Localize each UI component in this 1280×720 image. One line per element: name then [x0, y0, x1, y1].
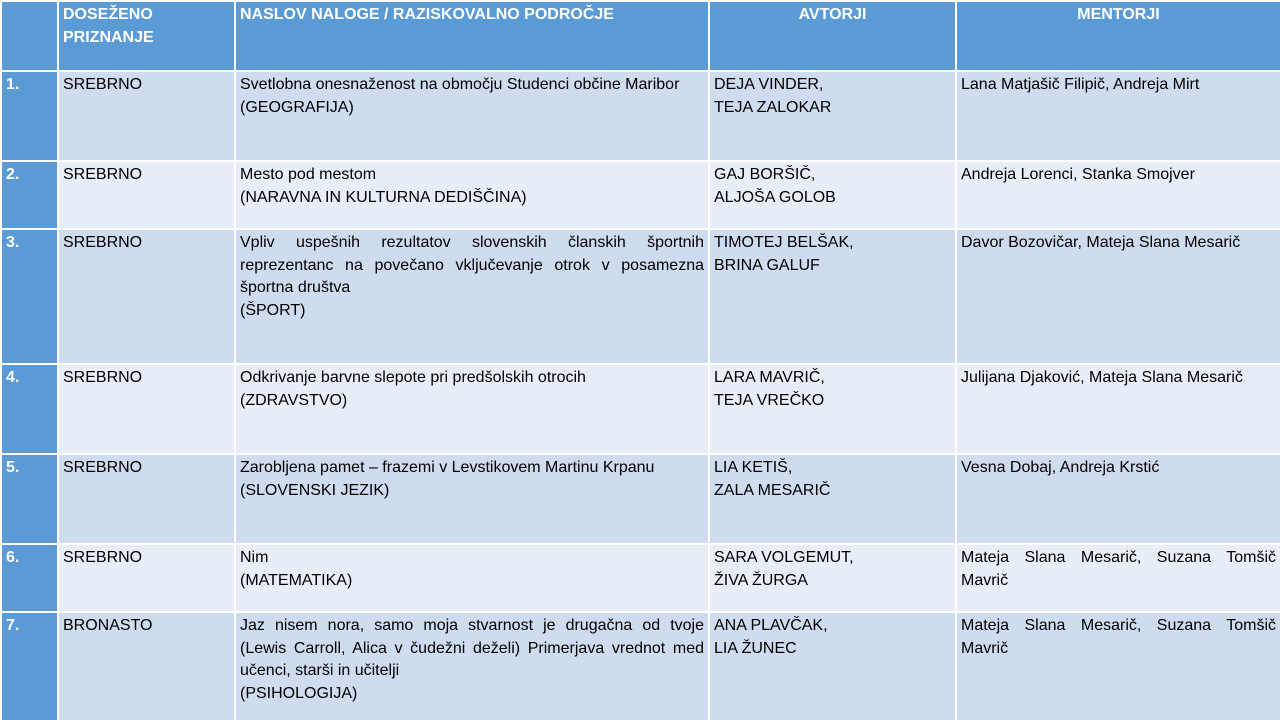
row-number: 6.	[1, 544, 58, 612]
header-row	[1, 1, 1280, 71]
table-row	[1, 71, 1280, 161]
authors-cell	[709, 612, 956, 720]
author-name: ZALA MESARIČ	[714, 481, 831, 499]
award-cell: SREBRNO	[58, 161, 235, 229]
title-cell	[235, 161, 709, 229]
title-cell	[235, 364, 709, 454]
table-row	[1, 454, 1280, 544]
project-title: Jaz nisem nora, samo moja stvarnost je drugačna od tvoje (Lewis Carroll, Alica v čudežni deželi) Primerjava vrednot med učenci, starši in učitelji	[240, 617, 704, 679]
author-name: LARA MAVRIČ,	[714, 369, 825, 386]
row-number: 2.	[1, 161, 58, 229]
research-field: (MATEMATIKA)	[240, 571, 353, 589]
award-cell: SREBRNO	[58, 229, 235, 364]
row-number: 3.	[1, 229, 58, 364]
header-award: DOSEŽENO PRIZNANJE	[58, 1, 235, 71]
author-name: LIA ŽUNEC	[714, 639, 797, 657]
mentors-cell	[956, 161, 1280, 229]
mentor-names: Mateja Slana Mesarič, Suzana Tomšič Mavrič	[961, 617, 1276, 657]
title-cell	[235, 454, 709, 544]
table-row	[1, 544, 1280, 612]
mentors-cell	[956, 229, 1280, 364]
award-cell: BRONASTO	[58, 612, 235, 720]
research-field: (PSIHOLOGIJA)	[240, 684, 358, 702]
award-cell: SREBRNO	[58, 364, 235, 454]
mentors-cell	[956, 544, 1280, 612]
authors-cell	[709, 71, 956, 161]
authors-cell	[709, 229, 956, 364]
author-name: SARA VOLGEMUT,	[714, 549, 854, 566]
mentor-names: Vesna Dobaj, Andreja Krstić	[961, 459, 1160, 476]
research-field: (GEOGRAFIJA)	[240, 98, 354, 116]
author-name: BRINA GALUF	[714, 256, 820, 274]
table-row	[1, 364, 1280, 454]
mentor-names: Mateja Slana Mesarič, Suzana Tomšič Mavrič	[961, 549, 1276, 589]
project-title: Vpliv uspešnih rezultatov slovenskih članskih športnih reprezentanc na povečano vključevanje otrok v posamezna športna društva	[240, 234, 704, 296]
research-field: (ŠPORT)	[240, 301, 306, 319]
author-name: TIMOTEJ BELŠAK,	[714, 234, 854, 251]
mentor-names: Andreja Lorenci, Stanka Smojver	[961, 166, 1195, 183]
table-row	[1, 229, 1280, 364]
row-number: 4.	[1, 364, 58, 454]
table-row	[1, 612, 1280, 720]
project-title: Mesto pod mestom	[240, 166, 377, 183]
mentors-cell	[956, 364, 1280, 454]
table-row	[1, 161, 1280, 229]
research-field: (NARAVNA IN KULTURNA DEDIŠČINA)	[240, 188, 527, 206]
header-title: NASLOV NALOGE / RAZISKOVALNO PODROČJE	[235, 1, 709, 71]
author-name: TEJA ZALOKAR	[714, 98, 832, 116]
mentors-cell	[956, 612, 1280, 720]
title-cell	[235, 71, 709, 161]
author-name: ANA PLAVČAK,	[714, 617, 828, 634]
award-cell: SREBRNO	[58, 71, 235, 161]
project-title: Svetlobna onesnaženost na območju Studenci občine Maribor	[240, 76, 680, 93]
authors-cell	[709, 161, 956, 229]
title-cell	[235, 612, 709, 720]
mentors-cell	[956, 71, 1280, 161]
header-mentors: MENTORJI	[956, 1, 1280, 71]
header-number	[1, 1, 58, 71]
row-number: 5.	[1, 454, 58, 544]
title-cell	[235, 544, 709, 612]
author-name: LIA KETIŠ,	[714, 459, 793, 476]
author-name: ALJOŠA GOLOB	[714, 188, 836, 206]
project-title: Zarobljena pamet – frazemi v Levstikovem Martinu Krpanu	[240, 459, 655, 476]
research-field: (ZDRAVSTVO)	[240, 391, 348, 409]
project-title: Nim	[240, 549, 269, 566]
author-name: ŽIVA ŽURGA	[714, 571, 808, 589]
mentor-names: Lana Matjašič Filipič, Andreja Mirt	[961, 76, 1200, 93]
author-name: DEJA VINDER,	[714, 76, 824, 93]
project-title: Odkrivanje barvne slepote pri predšolskih otrocih	[240, 369, 586, 386]
authors-cell	[709, 544, 956, 612]
author-name: GAJ BORŠIČ,	[714, 166, 816, 183]
research-field: (SLOVENSKI JEZIK)	[240, 481, 390, 499]
authors-cell	[709, 364, 956, 454]
mentor-names: Julijana Djaković, Mateja Slana Mesarič	[961, 369, 1243, 386]
title-cell	[235, 229, 709, 364]
mentor-names: Davor Bozovičar, Mateja Slana Mesarič	[961, 234, 1241, 251]
row-number: 1.	[1, 71, 58, 161]
award-cell: SREBRNO	[58, 454, 235, 544]
mentors-cell	[956, 454, 1280, 544]
author-name: TEJA VREČKO	[714, 391, 825, 409]
header-authors: AVTORJI	[709, 1, 956, 71]
row-number: 7.	[1, 612, 58, 720]
authors-cell	[709, 454, 956, 544]
award-cell: SREBRNO	[58, 544, 235, 612]
